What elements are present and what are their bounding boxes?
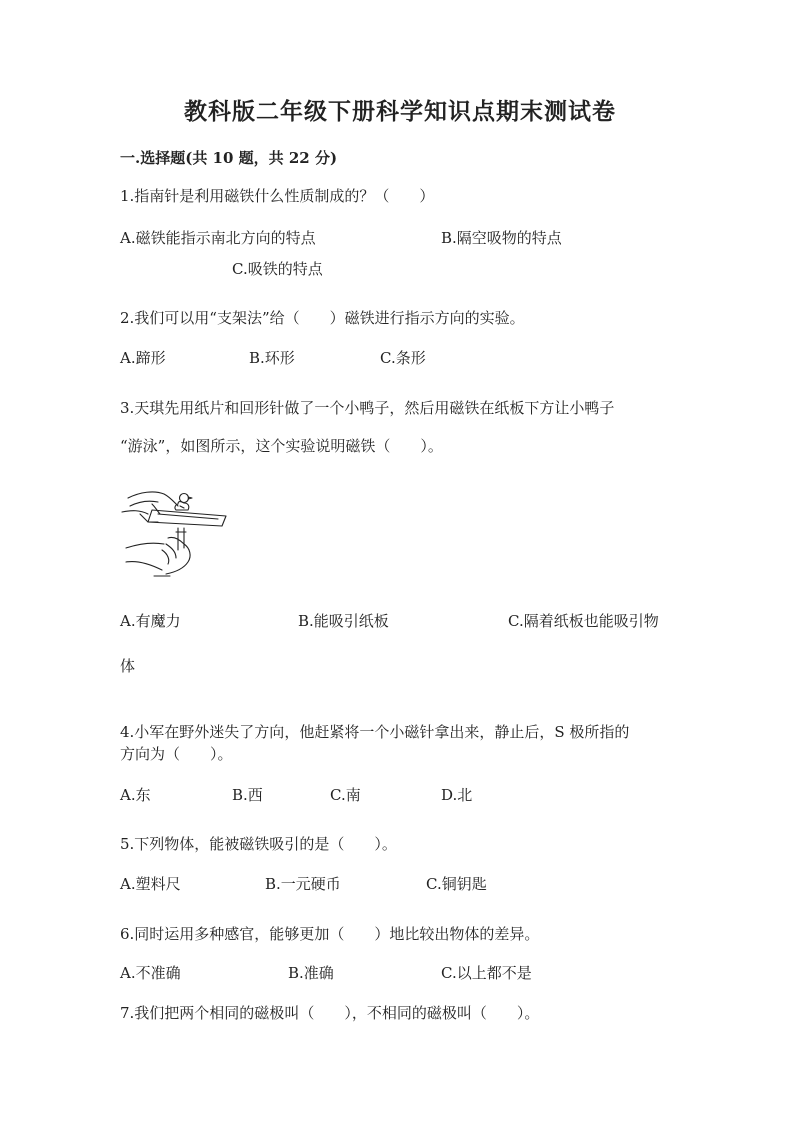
question-5-stem: 5.下列物体，能被磁铁吸引的是（ ）。	[120, 835, 397, 853]
question-6-option-a[interactable]: A.不准确	[120, 964, 181, 982]
question-1-stem: 1.指南针是利用磁铁什么性质制成的？（ ）	[120, 187, 435, 205]
question-3-option-c-continued: 体	[120, 657, 136, 675]
question-7-stem: 7.我们把两个相同的磁极叫（ ），不相同的磁极叫（ ）。	[120, 1004, 540, 1022]
question-2-stem: 2.我们可以用“支架法”给（ ）磁铁进行指示方向的实验。	[120, 309, 525, 327]
question-4-option-b[interactable]: B.西	[232, 786, 263, 804]
question-4-stem-line-2: 方向为（ ）。	[120, 745, 233, 763]
question-4-stem-line-1: 4.小军在野外迷失了方向，他赶紧将一个小磁针拿出来，静止后，S 极所指的	[120, 723, 630, 741]
question-2-option-c[interactable]: C.条形	[380, 349, 426, 367]
page-title: 教科版二年级下册科学知识点期末测试卷	[184, 98, 616, 125]
question-6-option-b[interactable]: B.准确	[288, 964, 334, 982]
question-3-stem-line-1: 3.天琪先用纸片和回形针做了一个小鸭子，然后用磁铁在纸板下方让小鸭子	[120, 399, 615, 417]
duck-magnet-illustration	[118, 484, 230, 584]
question-3-stem-line-2: “游泳”，如图所示，这个实验说明磁铁（ ）。	[120, 437, 443, 455]
question-1-option-c[interactable]: C.吸铁的特点	[232, 260, 323, 278]
question-3-option-a[interactable]: A.有魔力	[120, 612, 181, 630]
question-3-option-b[interactable]: B.能吸引纸板	[298, 612, 389, 630]
question-2-option-b[interactable]: B.环形	[249, 349, 295, 367]
question-6-stem: 6.同时运用多种感官，能够更加（ ）地比较出物体的差异。	[120, 925, 540, 943]
question-4-option-c[interactable]: C.南	[330, 786, 361, 804]
question-1-option-b[interactable]: B.隔空吸物的特点	[441, 229, 562, 247]
question-5-option-a[interactable]: A.塑料尺	[120, 875, 181, 893]
question-6-option-c[interactable]: C.以上都不是	[441, 964, 532, 982]
question-4-option-d[interactable]: D.北	[441, 786, 473, 804]
section-heading: 一.选择题(共 10 题，共 22 分)	[120, 149, 338, 167]
question-5-option-b[interactable]: B.一元硬币	[265, 875, 341, 893]
question-5-option-c[interactable]: C.铜钥匙	[426, 875, 487, 893]
question-2-option-a[interactable]: A.蹄形	[120, 349, 166, 367]
question-1-option-a[interactable]: A.磁铁能指示南北方向的特点	[120, 229, 316, 247]
question-4-option-a[interactable]: A.东	[120, 786, 151, 804]
question-3-option-c[interactable]: C.隔着纸板也能吸引物	[508, 612, 659, 630]
